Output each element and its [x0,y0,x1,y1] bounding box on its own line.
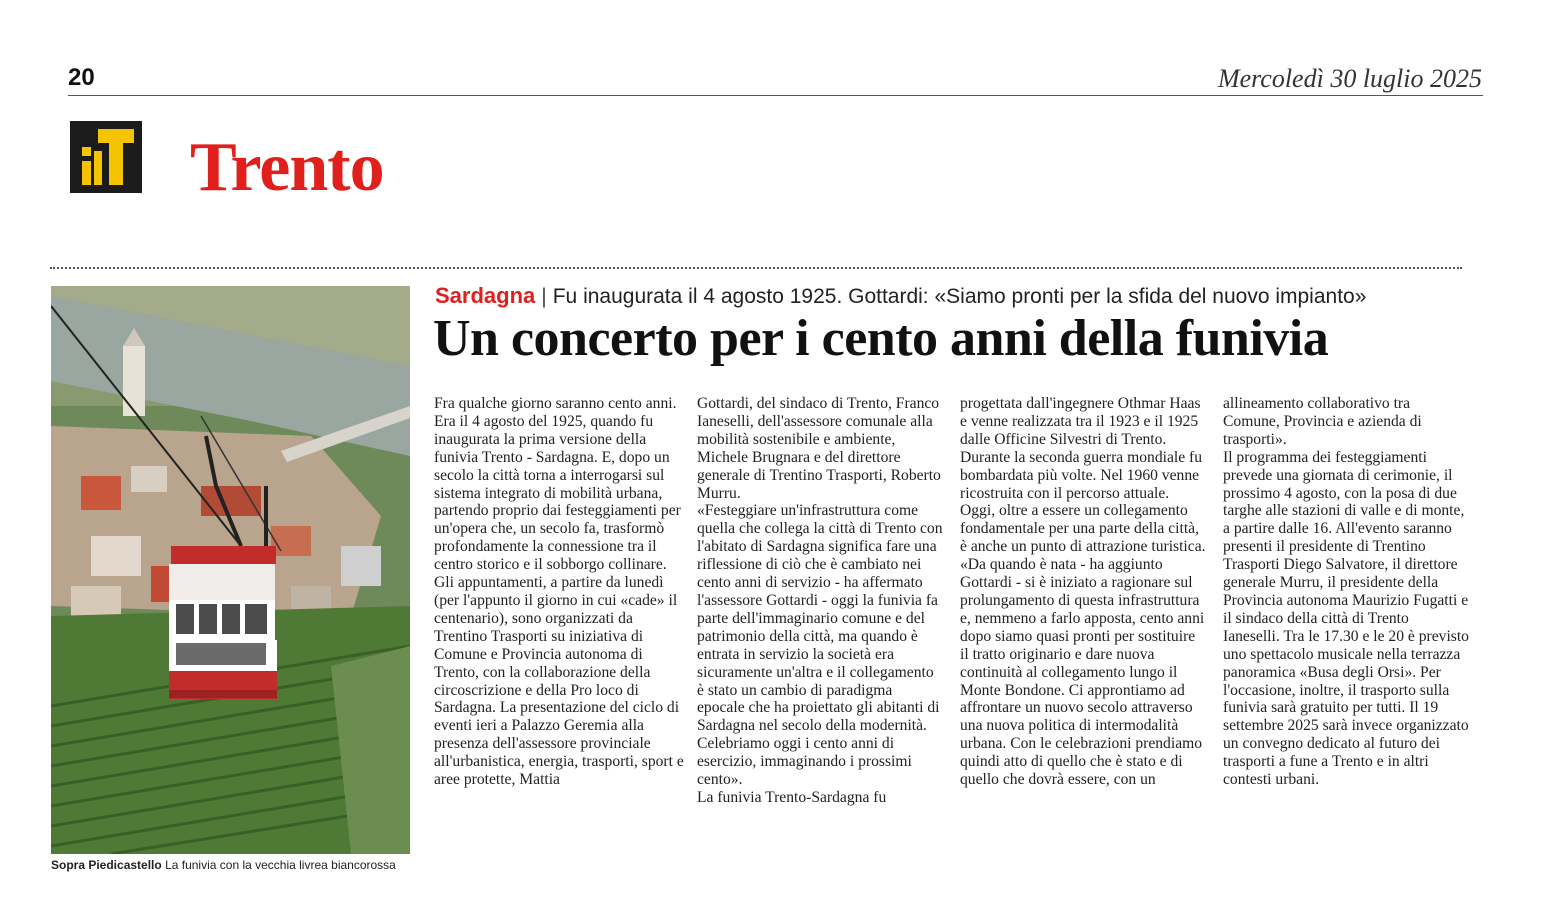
page-number: 20 [68,64,95,91]
caption-location: Sopra Piedicastello [51,858,162,872]
photo-caption [51,858,421,872]
il-t-logo [70,121,142,193]
paragraph: Il programma dei festeggiamenti prevede una giornata di cerimonie, il prossimo 4 agosto, con la posa di due targhe alle stazioni di valle e di monte, a partire dalle 16. All'evento saranno presenti il presidente di Trentino Trasporti Diego Salvatore, il direttore generale Murru, il presidente della Provincia autonoma Maurizio Fugatti e il sindaco della città di Trento Ianeselli. Tra le 17.30 e le 20 è previsto uno spettacolo musicale nella terrazza panoramica «Busa degli Orsi». Per l'occasione, inoltre, il trasporto sulla funivia sarà gratuito per tutti. Il 19 settembre 2025 sarà invece organizzato un convegno dedicato al futuro dei trasporti a fune a Trento e in altri contesti urbani. [1223,448,1469,789]
paragraph: Fra qualche giorno saranno cento anni. Era il 4 agosto del 1925, quando fu inaugurata la prima versione della funivia Trento - Sardagna. E, dopo un secolo la città torna a interrogarsi sul sistema integrato di mobilità urbana, partendo proprio dai festeggiamenti per un'opera che, un secolo fa, trasformò profondamente la connessione tra il centro storico e il sobborgo collinare. Gli appuntamenti, a partire da lunedì (per l'appunto il giorno in cui «cade» il centenario), sono organizzati da Trentino Trasporti su iniziativa di Comune e Provincia autonoma di Trento, con la collaborazione della circoscrizione e della Pro loco di Sardagna. La presentazione del ciclo di eventi ieri a Palazzo Geremia alla presenza dell'assessore provinciale all'urbanistica, energia, trasporti, sport e aree protette, Mattia [434,395,684,789]
paragraph: «Da quando è nata - ha aggiunto Gottardi - si è iniziato a ragionare sul prolungamento di questa infrastruttura e, nemmeno a farlo apposta, cento anni dopo siamo quasi pronti per sostituire il tratto originario e dare nuova continuità al collegamento lungo il Monte Bondone. Ci approntiamo ad affrontare un nuovo secolo attraverso una nuova politica di intermodalità urbana. Con le celebrazioni prendiamo quindi atto di quello che è stato e di quello che dovrà essere, con un [960,556,1205,789]
kicker-tag: Sardagna [435,283,536,308]
caption-text: La funivia con la vecchia livrea biancorossa [165,858,396,872]
article-column-2 [697,395,943,807]
paragraph: Gottardi, del sindaco di Trento, Franco Ianeselli, dell'assessore comunale alla mobilità sostenibile e ambiente, Michele Brugnara e del direttore generale di Trentino Trasporti, Roberto Murru. [697,395,941,502]
article-column-3 [960,395,1206,789]
kicker-text: Fu inaugurata il 4 agosto 1925. Gottardi: «Siamo pronti per la sfida del nuovo impianto» [552,285,1367,308]
article-column-4 [1223,395,1469,789]
page-date: Mercoledì 30 luglio 2025 [1217,64,1482,93]
cable-car-photo [51,286,410,854]
section-divider [50,267,1462,269]
paragraph: La funivia Trento-Sardagna fu [697,788,887,806]
paragraph: allineamento collaborativo tra Comune, Provincia e azienda di trasporti». [1223,395,1422,448]
kicker-separator: | [541,285,547,308]
article-kicker [435,283,1366,309]
section-title: Trento [190,129,384,206]
article-headline: Un concerto per i cento anni della funivia [433,310,1329,367]
header-rule [68,95,1483,96]
paragraph: progettata dall'ingegnere Othmar Haas e venne realizzata tra il 1923 e il 1925 dalle Officine Silvestri di Trento. Durante la seconda guerra mondiale fu bombardata più volte. Nel 1960 venne ricostruita con il percorso attuale. Oggi, oltre a essere un collegamento fondamentale per una parte della città, è anche un punto di attrazione turistica. [960,395,1206,556]
article-column-1 [434,395,684,789]
paragraph: «Festeggiare un'infrastruttura come quella che collega la città di Trento con l'abitato di Sardagna significa fare una riflessione di ciò che è cambiato nei cento anni di servizio - ha affermato l'assessore Gottardi - oggi la funivia fa parte dell'immaginario comune e del patrimonio della città, ma quando è entrata in servizio la società era sicuramente un'altra e il collegamento è stato un cambio di paradigma epocale che ha proiettato gli abitanti di Sardagna nel secolo della modernità. Celebriamo oggi i cento anni di esercizio, immaginando i prossimi cento». [697,502,943,789]
